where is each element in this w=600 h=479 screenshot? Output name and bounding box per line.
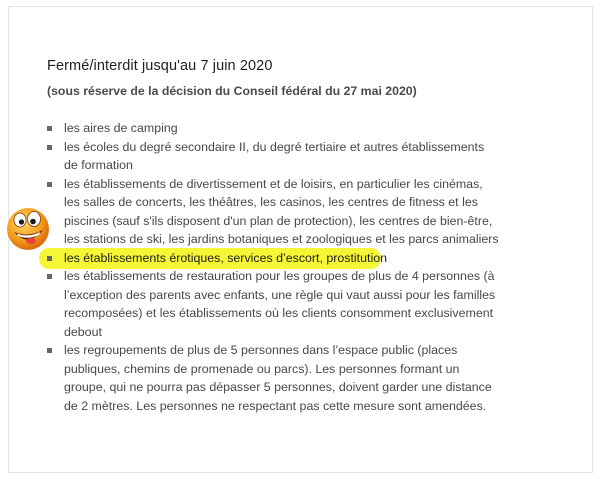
list-item-line: piscines (sauf s'ils disposent d'un plan de protection), les centres de bien-être,	[64, 213, 493, 228]
list-item	[47, 267, 517, 341]
list-item-line: les regroupements de plus de 5 personnes dans l’espace public (places	[64, 343, 458, 357]
list-item-line: les aires de camping	[64, 121, 178, 135]
list-item	[47, 341, 517, 415]
list-item-line: les salles de concerts, les théâtres, les casinos, les centres de fitness et les	[64, 195, 478, 209]
list-item-line: debout	[64, 324, 102, 339]
list-item-line: groupe, qui ne pourra pas dépasser 5 personnes, doivent garder une distance	[64, 380, 492, 394]
bullet-icon	[47, 256, 52, 261]
bullet-icon	[47, 274, 52, 279]
bullet-icon	[47, 182, 52, 187]
list-item-line: l’exception des parents avec enfants, une règle qui vaut aussi pour les familles	[64, 287, 496, 302]
list-item	[47, 175, 517, 249]
list-item-line: de formation	[64, 158, 133, 172]
list-item-line: les établissements de divertissement et de loisirs, en particulier les cinémas,	[64, 176, 483, 191]
bullet-icon	[47, 145, 52, 150]
grinning-face-icon	[4, 204, 52, 252]
list-item-line: publiques, chemins de promenade ou parcs). Les personnes formant un	[64, 361, 460, 376]
bullet-icon	[47, 126, 52, 131]
list-item-line: les stations de ski, les jardins botaniques et zoologiques et les parcs animaliers	[64, 232, 499, 246]
page-title: Fermé/interdit jusqu'au 7 juin 2020	[47, 58, 273, 74]
list-item-line: recomposées) et les établissements où les clients consomment exclusivement	[64, 306, 494, 320]
closure-list	[47, 119, 517, 415]
list-item-line: les établissements érotiques, services d’escort, prostitution	[64, 250, 387, 265]
list-item	[47, 119, 517, 138]
list-item-line: les écoles du degré secondaire II, du degré tertiaire et autres établissements	[64, 139, 485, 154]
list-item-highlighted	[47, 249, 517, 268]
bullet-icon	[47, 348, 52, 353]
list-item	[47, 138, 517, 175]
list-item-line: de 2 mètres. Les personnes ne respectant pas cette mesure sont amendées.	[64, 398, 487, 413]
list-item-line: les établissements de restauration pour les groupes de plus de 4 personnes (à	[64, 269, 495, 283]
page-subtitle: (sous réserve de la décision du Conseil fédéral du 27 mai 2020)	[47, 84, 417, 98]
